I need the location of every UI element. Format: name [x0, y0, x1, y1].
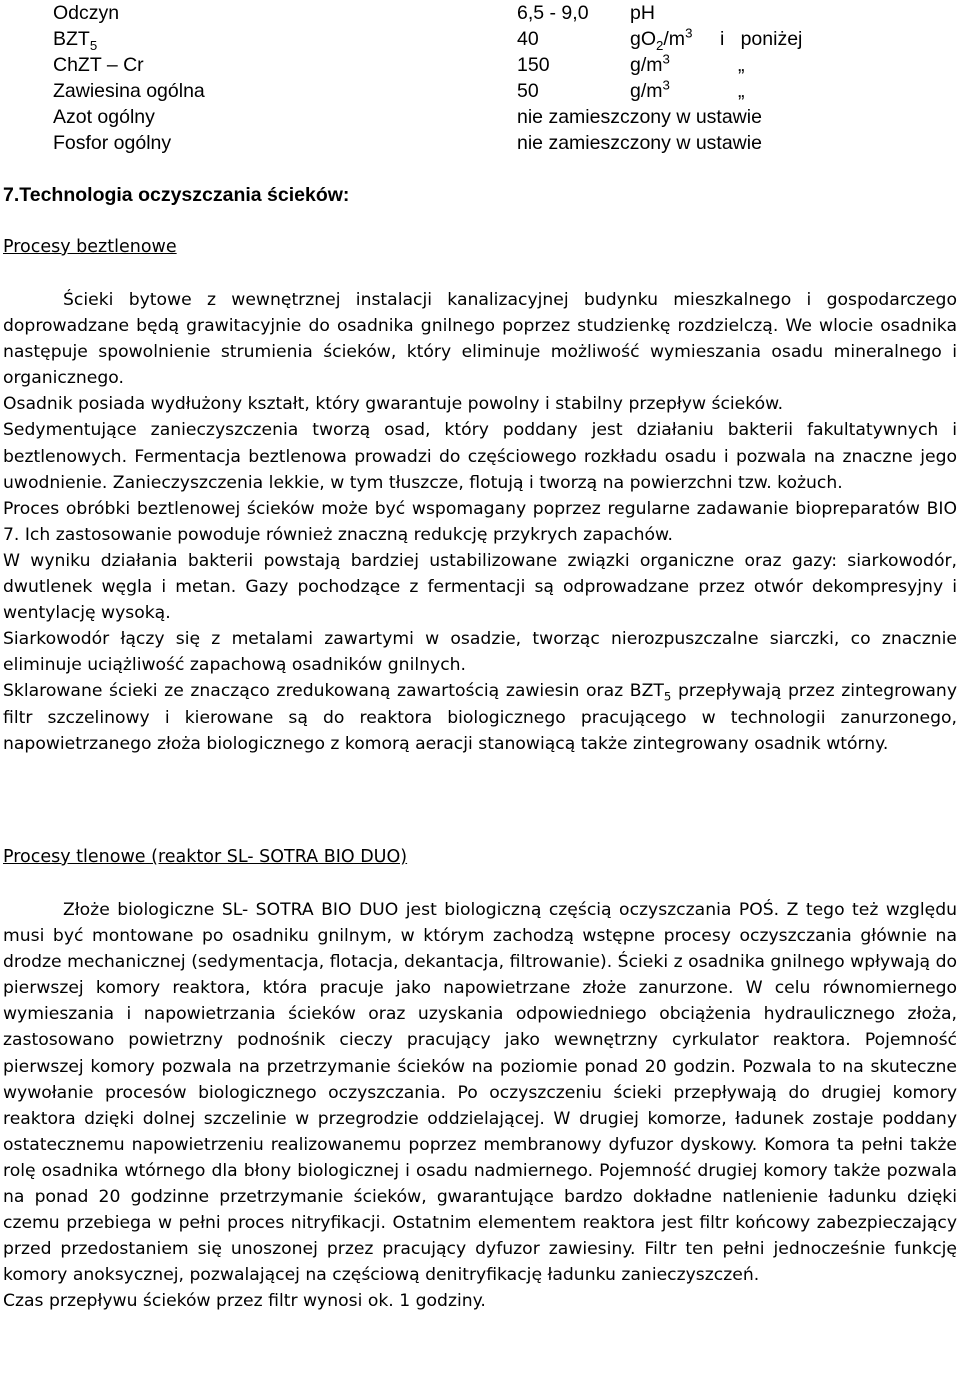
aerobic-paragraph-2: Czas przepływu ścieków przez filtr wynosi ok. 1 godziny. [3, 1291, 486, 1312]
parameter-value: 50 [517, 80, 539, 102]
anaerobic-paragraph-5: W wyniku działania bakterii powstają bardziej ustabilizowane związki organiczne oraz gazy: siarkowodór, dwutlenek węgla i metan. Gazy pochodzące z fermentacji są odprowadzane przez otwór dekompresyjny i wentylację wysoką. [3, 550, 957, 624]
aerobic-p1-text: Złoże biologiczne SL- SOTRA BIO DUO jest biologiczną częścią oczyszczania POŚ. Z tego też względu musi być montowane po osadniku gnilnym, w którym zachodzą wstępne procesy oczyszczania głównie na drodze mechanicznej (sedymentacja, flotacja, dekantacja, filtrowanie). Ścieki z osadnika gnilnego wpływają do pierwszej komory reaktora, która pracuje jako napowietrzane złoże zanurzone. W celu równomiernego wymieszania i napowietrzania ścieków oraz uzyskania odpowiedniego obciążenia hydraulicznego złoża, zastosowano powietrzny podnośnik cieczy pracujący jako wewnętrzny cyrkulator reaktora. Pojemność pierwszej komory pozwala na przetrzymanie ścieków na poziomie ponad 20 godzin. Pozwala to na skuteczne wywołanie procesów biologicznego oczyszczania. Po oczyszczeniu ścieki przepływają do drugiej komory reaktora dzięki dolnej szczelinie w przegrodzie oddzielającej. W drugiej komorze, ładunek zostaje poddany ostatecznemu napowietrzeniu realizowanemu poprzez membranowy dyfuzor dyskowy. Komora ta pełni także rolę osadnika wtórnego dla błony biologicznej i osadu nadmiernego. Pojemność drugiej komory także pozwala na ponad 20 godzinne przetrzymanie ścieków, gwarantujące bardzo dokładne natlenienie ładunku dzięki czemu przebiega w pełni proces nitryfikacji. Ostatnim elementem reaktora jest filtr końcowy zabezpieczający przed przedostaniem się unoszonej przez pracujący dyfuzor zawiesiny. Filtr ten pełni jednocześnie funkcję komory anoksycznej, pozwalającej na częściową denitryfikację ładunku zanieczyszczeń. [3, 900, 957, 1286]
aerobic-title: Procesy tlenowe (reaktor SL- SOTRA BIO DUO) [3, 847, 408, 867]
parameter-name: $BZT_5$ [53, 28, 98, 53]
anaerobic-paragraph-4: Proces obróbki beztlenowej ścieków może być wspomagany poprzez regularne zadawanie biopreparatów BIO 7. Ich zastosowanie powoduje również znaczną redukcję przykrych zapachów. [3, 498, 957, 545]
anaerobic-p7-sub: 5 [663, 689, 672, 704]
parameter-value: 150 [517, 54, 550, 76]
anaerobic-p1-a: Ścieki bytowe z wewnętrznej instalacji kanalizacyjnej budynku mieszkalnego i gospodarczego doprowadzane będą grawitacyjnie do osadnika gnilnego poprzez studzienkę rozdzielczą. [3, 290, 957, 337]
parameter-row [0, 104, 960, 130]
parameter-name: ChZT – Cr [53, 54, 144, 76]
anaerobic-p7-a: Sklarowane ścieki ze znacząco zredukowaną zawartością zawiesin oraz BZT [3, 681, 664, 702]
anaerobic-paragraph-1 [3, 287, 957, 391]
parameter-name: Odczyn [53, 2, 120, 24]
anaerobic-p1-b: We wlocie osadnika następuje spowolnienie strumienia ścieków, który eliminuje możliwość wymieszania osadu mineralnego i organicznego. [3, 316, 957, 389]
parameter-note: i poniżej [720, 28, 803, 50]
parameter-unit: $gO_2/m^3$ [630, 25, 693, 53]
parameter-row [0, 78, 960, 104]
anaerobic-paragraph-3: Sedymentujące zanieczyszczenia tworzą osad, który poddany jest działaniu bakterii fakultatywnych i beztlenowych. Fermentacja beztlenowa prowadzi do częściowego rozkładu osadu i pozwala na znaczne jego uwodnienie. Zanieczyszczenia lekkie, w tym tłuszcze, flotują i tworzą na powierzchni tzw. kożuch. [3, 420, 957, 493]
anaerobic-body [3, 287, 957, 757]
parameter-name: Fosfor ogólny [53, 132, 172, 154]
parameter-row [0, 130, 960, 156]
anaerobic-title: Procesy beztlenowe [3, 237, 177, 257]
ditto-mark: „ [738, 80, 745, 102]
parameter-value: 6,5 - 9,0 [517, 2, 589, 24]
parameter-value: nie zamieszczony w ustawie [517, 106, 762, 128]
section-heading: 7.Technologia oczyszczania ścieków: [3, 184, 350, 206]
parameter-row [0, 0, 960, 26]
anaerobic-p7-b: przepływają przez zintegrowany filtr szczelinowy i kierowane są do reaktora biologicznego pracującego w technologii zanurzonego, napowietrzanego złoża biologicznego z komorą aeracji stanowiącą także zintegrowany osadnik wtórny. [3, 681, 957, 754]
parameter-unit: pH [630, 2, 655, 24]
aerobic-paragraph-1 [3, 897, 957, 1288]
parameter-row [0, 52, 960, 78]
parameter-name: Azot ogólny [53, 106, 155, 128]
ditto-mark: „ [738, 54, 745, 76]
anaerobic-paragraph-2: Osadnik posiada wydłużony kształt, który gwarantuje powolny i stabilny przepływ ścieków. [3, 394, 784, 415]
parameter-value: nie zamieszczony w ustawie [517, 132, 762, 154]
anaerobic-paragraph-6: Siarkowodór łączy się z metalami zawartymi w osadzie, tworząc nierozpuszczalne siarczki, co znacznie eliminuje uciążliwość zapachową osadników gnilnych. [3, 629, 957, 676]
parameter-row [0, 26, 960, 52]
parameter-unit: $g/m^3$ [630, 77, 670, 102]
parameter-unit: $g/m^3$ [630, 51, 670, 76]
parameter-name: Zawiesina ogólna [53, 80, 205, 102]
aerobic-body [3, 897, 957, 1315]
parameter-value: 40 [517, 28, 539, 50]
anaerobic-paragraph-7 [3, 678, 957, 756]
